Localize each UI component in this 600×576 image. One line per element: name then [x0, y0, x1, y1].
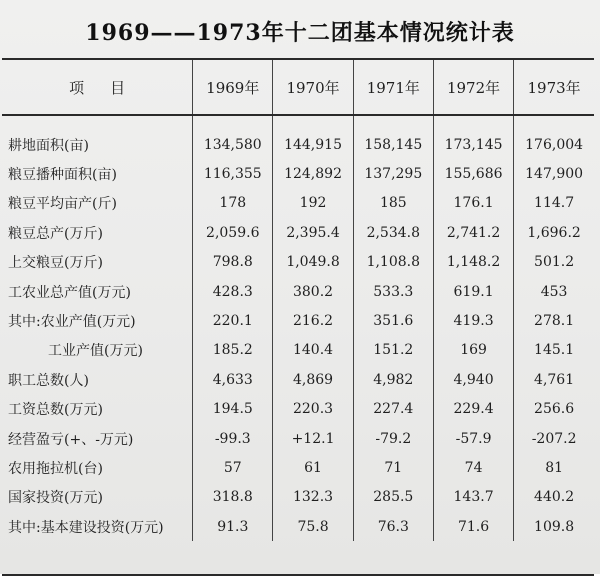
- cell-value: 176,004: [514, 115, 594, 159]
- row-label: 经营盈亏(+、-万元): [8, 431, 134, 448]
- table-row: [2, 365, 594, 394]
- cell-value: +12.1: [273, 424, 353, 453]
- cell-value: 380.2: [273, 277, 353, 306]
- cell-value: 4,869: [273, 365, 353, 394]
- header-year-1971: 1971年: [353, 60, 433, 115]
- header-year-1969: 1969年: [193, 60, 273, 115]
- cell-value: 285.5: [353, 483, 433, 512]
- table-title: 1969——1973年十二团基本情况统计表: [85, 20, 515, 46]
- cell-value: 1,148.2: [433, 248, 513, 277]
- table-row: [2, 115, 594, 159]
- cell-value: 155,686: [433, 159, 513, 188]
- cell-value: 1,108.8: [353, 248, 433, 277]
- cell-value: 140.4: [273, 336, 353, 365]
- cell-value: 185.2: [193, 336, 273, 365]
- row-label: 耕地面积(亩): [8, 137, 89, 154]
- cell-value: -207.2: [514, 424, 594, 453]
- cell-value: 147,900: [514, 159, 594, 188]
- cell-value: 229.4: [433, 395, 513, 424]
- cell-value: -57.9: [433, 424, 513, 453]
- cell-value: 227.4: [353, 395, 433, 424]
- header-year-1973: 1973年: [514, 60, 594, 115]
- cell-value: 185: [353, 189, 433, 218]
- table-row: [2, 248, 594, 277]
- cell-value: 256.6: [514, 395, 594, 424]
- cell-value: 2,059.6: [193, 218, 273, 247]
- cell-value: 4,940: [433, 365, 513, 394]
- cell-value: 71.6: [433, 512, 513, 541]
- cell-value: 169: [433, 336, 513, 365]
- cell-value: 501.2: [514, 248, 594, 277]
- cell-value: 4,982: [353, 365, 433, 394]
- cell-value: 798.8: [193, 248, 273, 277]
- cell-value: 4,633: [193, 365, 273, 394]
- cell-value: 91.3: [193, 512, 273, 541]
- cell-value: 419.3: [433, 306, 513, 335]
- table-body: [2, 115, 594, 541]
- cell-value: 194.5: [193, 395, 273, 424]
- cell-value: 71: [353, 453, 433, 482]
- row-label: 职工总数(人): [8, 372, 89, 389]
- cell-value: 1,049.8: [273, 248, 353, 277]
- cell-value: -79.2: [353, 424, 433, 453]
- cell-value: 351.6: [353, 306, 433, 335]
- cell-value: 114.7: [514, 189, 594, 218]
- cell-value: 109.8: [514, 512, 594, 541]
- row-label: 其中:农业产值(万元): [8, 314, 136, 331]
- row-label: 工资总数(万元): [8, 402, 103, 419]
- cell-value: 57: [193, 453, 273, 482]
- cell-value: 1,696.2: [514, 218, 594, 247]
- table-row: [2, 395, 594, 424]
- cell-value: 144,915: [273, 115, 353, 159]
- row-label: 其中:基本建设投资(万元): [8, 519, 164, 536]
- cell-value: 132.3: [273, 483, 353, 512]
- cell-value: 61: [273, 453, 353, 482]
- table-row: [2, 336, 594, 365]
- table-row: [2, 453, 594, 482]
- cell-value: 116,355: [193, 159, 273, 188]
- cell-value: 216.2: [273, 306, 353, 335]
- cell-value: 81: [514, 453, 594, 482]
- row-label: 粮豆平均亩产(斤): [8, 196, 117, 213]
- cell-value: 178: [193, 189, 273, 218]
- row-label: 粮豆总产(万斤): [8, 225, 103, 242]
- row-label: 工农业总产值(万元): [8, 284, 131, 301]
- cell-value: 124,892: [273, 159, 353, 188]
- cell-value: 176.1: [433, 189, 513, 218]
- cell-value: 619.1: [433, 277, 513, 306]
- table-row: [2, 277, 594, 306]
- row-label: 农用拖拉机(台): [8, 460, 103, 477]
- cell-value: 74: [433, 453, 513, 482]
- cell-value: 533.3: [353, 277, 433, 306]
- cell-value: 4,761: [514, 365, 594, 394]
- cell-value: 143.7: [433, 483, 513, 512]
- table-row: [2, 512, 594, 541]
- table-row: [2, 483, 594, 512]
- header-year-1972: 1972年: [433, 60, 513, 115]
- header-item: 项目: [2, 60, 193, 115]
- cell-value: 318.8: [193, 483, 273, 512]
- table-row: [2, 189, 594, 218]
- cell-value: 2,534.8: [353, 218, 433, 247]
- header-year-1970: 1970年: [273, 60, 353, 115]
- cell-value: 192: [273, 189, 353, 218]
- statistics-table: [2, 60, 594, 541]
- table-row: [2, 306, 594, 335]
- cell-value: 151.2: [353, 336, 433, 365]
- cell-value: 137,295: [353, 159, 433, 188]
- row-label: 工业产值(万元): [48, 343, 143, 360]
- statistics-table-frame: [2, 58, 594, 576]
- cell-value: 220.3: [273, 395, 353, 424]
- row-label: 国家投资(万元): [8, 490, 103, 507]
- header-row: [2, 60, 594, 115]
- cell-value: 145.1: [514, 336, 594, 365]
- cell-value: 76.3: [353, 512, 433, 541]
- table-row: [2, 424, 594, 453]
- cell-value: 428.3: [193, 277, 273, 306]
- cell-value: 75.8: [273, 512, 353, 541]
- row-label: 上交粮豆(万斤): [8, 255, 103, 272]
- cell-value: 2,741.2: [433, 218, 513, 247]
- cell-value: 220.1: [193, 306, 273, 335]
- cell-value: 453: [514, 277, 594, 306]
- cell-value: 440.2: [514, 483, 594, 512]
- cell-value: 278.1: [514, 306, 594, 335]
- cell-value: 158,145: [353, 115, 433, 159]
- cell-value: 134,580: [193, 115, 273, 159]
- row-label: 粮豆播种面积(亩): [8, 167, 117, 184]
- table-row: [2, 218, 594, 247]
- table-row: [2, 159, 594, 188]
- cell-value: 173,145: [433, 115, 513, 159]
- cell-value: -99.3: [193, 424, 273, 453]
- cell-value: 2,395.4: [273, 218, 353, 247]
